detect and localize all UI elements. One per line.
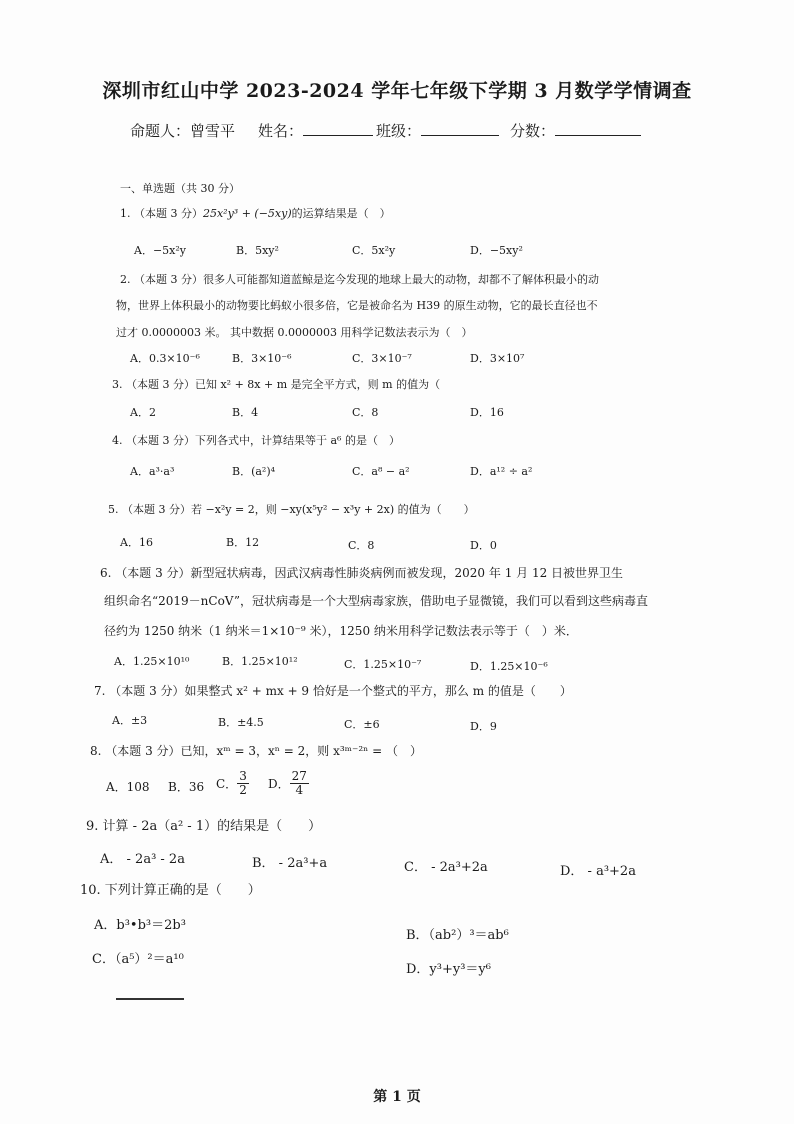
q10-option-c: C．（a⁵）²＝a¹⁰	[92, 952, 184, 967]
q3-option-d: D．16	[470, 406, 504, 419]
q4-option-a: A．a³·a³	[130, 465, 175, 478]
q5-option-d: D．0	[470, 539, 497, 552]
q8-option-c-label: C．	[216, 777, 238, 791]
q3-option-a: A．2	[130, 406, 156, 419]
q2-option-a: A．0.3×10⁻⁶	[130, 352, 200, 365]
q2-line-2: 物，世界上体积最小的动物要比蚂蚁小很多倍，它是被命名为 H39 的原生动物，它的最长直径也不	[116, 299, 598, 312]
question-7: 7. （本题 3 分）如果整式 x² + mx + 9 恰好是一个整式的平方，那么 m 的值是（ ）	[94, 684, 572, 698]
q1-option-c: C．5x²y	[352, 244, 396, 257]
q8-option-d-fraction	[290, 770, 309, 797]
q6-option-c: C．1.25×10⁻⁷	[344, 658, 422, 671]
q2-line-1: 2. （本题 3 分）很多人可能都知道蓝鲸是迄今发现的地球上最大的动物，却都不了解体积最小的动	[120, 273, 599, 286]
q2-line-3: 过才 0.0000003 米。 其中数据 0.0000003 用科学记数法表示为（ ）	[116, 326, 473, 339]
q1-option-b: B．5xy²	[236, 244, 279, 257]
q5-option-c: C．8	[348, 539, 375, 552]
q9-option-b: B． - 2a³+a	[252, 856, 328, 871]
q8-option-a: A．108	[106, 780, 150, 794]
question-5: 5. （本题 3 分）若 −x²y = 2，则 −xy(x⁵y² − x³y + 2x) 的值为（ ）	[108, 503, 475, 516]
q5-option-a: A．16	[120, 536, 153, 549]
q9-option-a: A． - 2a³ - 2a	[100, 852, 185, 867]
name-field	[258, 120, 373, 141]
q10-option-b: B．（ab²）³＝ab⁶	[406, 928, 509, 943]
q1-option-d: D．−5xy²	[470, 244, 523, 257]
q7-option-d: D．9	[470, 720, 497, 733]
q1-prefix: 1. （本题 3 分）	[120, 207, 203, 220]
name-label: 姓名：	[258, 122, 304, 140]
q8-option-b: B．36	[168, 780, 205, 794]
q8-c-numerator: 3	[239, 769, 247, 783]
q6-option-d: D．1.25×10⁻⁶	[470, 660, 548, 673]
question-1	[120, 205, 391, 223]
question-8: 8. （本题 3 分）已知，xᵐ = 3，xⁿ = 2，则 x³ᵐ⁻²ⁿ = （ ）	[90, 744, 423, 758]
score-blank	[555, 121, 641, 136]
score-label: 分数：	[510, 122, 556, 140]
q1-suffix: 的运算结果是（ ）	[291, 207, 391, 220]
footnote-rule	[116, 998, 184, 1000]
q3-option-b: B．4	[232, 406, 259, 419]
q2-option-b: B．3×10⁻⁶	[232, 352, 292, 365]
q4-option-c: C．a⁸ − a²	[352, 465, 410, 478]
q6-option-a: A．1.25×10¹⁰	[114, 655, 190, 668]
q8-option-c-fraction	[237, 770, 249, 797]
q7-option-c: C．±6	[344, 718, 380, 731]
q6-line-2: 组织命名“2019－nCoV”，冠状病毒是一个大型病毒家族，借助电子显微镜，我们可以看到这些病毒直	[104, 594, 649, 608]
q6-line-1: 6. （本题 3 分）新型冠状病毒，因武汉病毒性肺炎病例而被发现，2020 年 1 月 12 日被世界卫生	[100, 566, 624, 580]
question-10: 10. 下列计算正确的是（ ）	[80, 883, 261, 898]
q7-option-a: A．±3	[112, 714, 148, 727]
q9-option-c: C． - 2a³+2a	[404, 860, 488, 875]
class-label: 班级：	[376, 122, 422, 140]
score-field	[510, 120, 641, 141]
q9-option-d: D． - a³+2a	[560, 864, 636, 879]
q6-option-b: B．1.25×10¹²	[222, 655, 298, 668]
q10-option-a: A．b³•b³＝2b³	[94, 918, 186, 933]
setter-label: 命题人：曾雪平	[130, 122, 236, 140]
q5-option-b: B．12	[226, 536, 260, 549]
q4-option-b: B．(a²)⁴	[232, 465, 276, 478]
q7-option-b: B．±4.5	[218, 716, 264, 729]
q8-d-denominator: 4	[295, 783, 304, 797]
q8-option-c	[216, 770, 249, 797]
section-heading: 一、单选题（共 30 分）	[120, 182, 240, 195]
q8-c-denominator: 2	[239, 783, 247, 797]
q4-option-d: D．a¹² ÷ a²	[470, 465, 533, 478]
q1-option-a: A．−5x²y	[134, 244, 186, 257]
page-number: 第 1 页	[373, 1089, 421, 1105]
q1-expression: 25x²y³ + (−5xy)	[202, 207, 292, 220]
q8-option-d-label: D．	[268, 777, 290, 791]
name-blank	[303, 121, 373, 136]
q2-option-d: D．3×10⁷	[470, 352, 525, 365]
question-9: 9. 计算 - 2a（a² - 1）的结果是（ ）	[86, 819, 322, 834]
q6-line-3: 径约为 1250 纳米（1 纳米＝1×10⁻⁹ 米），1250 纳米用科学记数法表示等于（ ）米．	[104, 624, 578, 638]
question-3: 3. （本题 3 分）已知 x² + 8x + m 是完全平方式，则 m 的值为（	[112, 378, 441, 391]
page-title: 深圳市红山中学 2023-2024 学年七年级下学期 3 月数学学情调查	[102, 80, 692, 102]
class-blank	[421, 121, 499, 136]
q8-option-d	[268, 770, 309, 797]
class-field	[376, 120, 499, 141]
question-4: 4. （本题 3 分）下列各式中，计算结果等于 a⁶ 的是（ ）	[112, 434, 400, 447]
q2-option-c: C．3×10⁻⁷	[352, 352, 412, 365]
q8-d-numerator: 27	[291, 769, 307, 783]
q3-option-c: C．8	[352, 406, 379, 419]
q10-option-d: D．y³+y³＝y⁶	[406, 962, 491, 977]
